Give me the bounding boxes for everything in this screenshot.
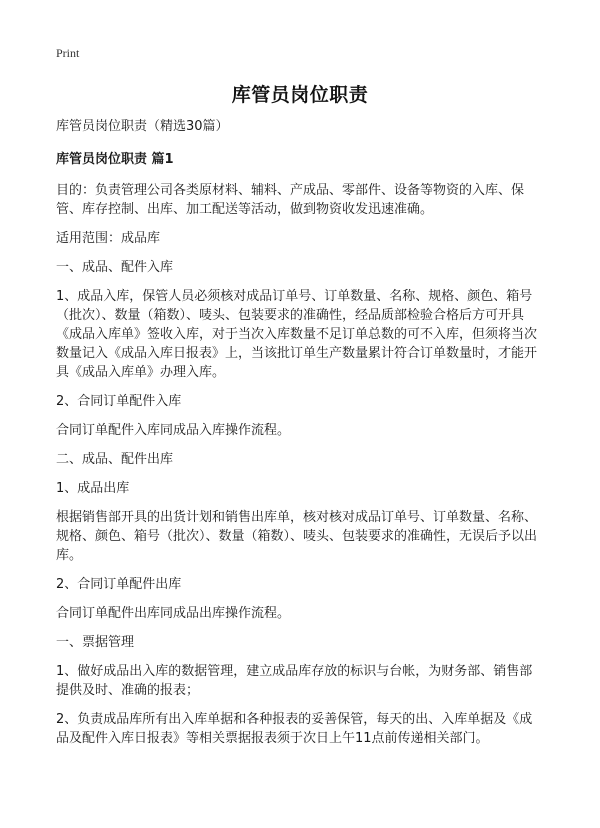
section-heading: 库管员岗位职责 篇1 <box>56 152 174 167</box>
heading-products-outbound: 1、成品出库 <box>56 481 130 496</box>
paragraph-data-management: 1、做好成品出入库的数据管理，建立成品库存放的标识与台帐，为财务部、销售部提供及时、准确的报表； <box>56 664 533 698</box>
print-label: Print <box>56 46 80 60</box>
paragraph-inbound-products: 1、成品入库，保管人员必须核对成品订单号、订单数量、名称、规格、颜色、箱号（批次）、数量（箱数）、唛头、包装要求的准确性，经品质部检验合格后方可开具《成品入库单》签收入库，对于当次入库数量不足订单总数的可不入库，但须将当次数量记入《成品入库日报表》上，当该批订单生产数量累计符合订单数量时，才能开具《成品入库单》办理入库。 <box>56 289 538 380</box>
document-subtitle: 库管员岗位职责（精选30篇） <box>56 119 229 134</box>
document-body <box>56 117 542 758</box>
paragraph-products-outbound: 根据销售部开具的出货计划和销售出库单，核对核对成品订单号、订单数量、名称、规格、颜色、箱号（批次）、数量（箱数）、唛头、包装要求的准确性，无误后予以出库。 <box>56 510 538 563</box>
paragraph-records-keeping: 2、负责成品库所有出入库单据和各种报表的妥善保管，每天的出、入库单据及《成品及配件入库日报表》等相关票据报表须于次日上午11点前传递相关部门。 <box>56 712 533 746</box>
heading-document-management: 一、票据管理 <box>56 635 135 650</box>
heading-outbound: 二、成品、配件出库 <box>56 452 174 467</box>
heading-inbound: 一、成品、配件入库 <box>56 260 174 275</box>
document-title: 库管员岗位职责 <box>231 84 369 106</box>
paragraph-purpose: 目的：负责管理公司各类原材料、辅料、产成品、零部件、设备等物资的入库、保管、库存控制、出库、加工配送等活动，做到物资收发迅速准确。 <box>56 183 525 217</box>
heading-order-parts-inbound: 2、合同订单配件入库 <box>56 394 182 409</box>
paragraph-order-parts-outbound: 合同订单配件出库同成品出库操作流程。 <box>56 606 291 621</box>
heading-order-parts-outbound: 2、合同订单配件出库 <box>56 577 182 592</box>
paragraph-order-parts-inbound: 合同订单配件入库同成品入库操作流程。 <box>56 423 291 438</box>
paragraph-scope: 适用范围：成品库 <box>56 231 161 246</box>
